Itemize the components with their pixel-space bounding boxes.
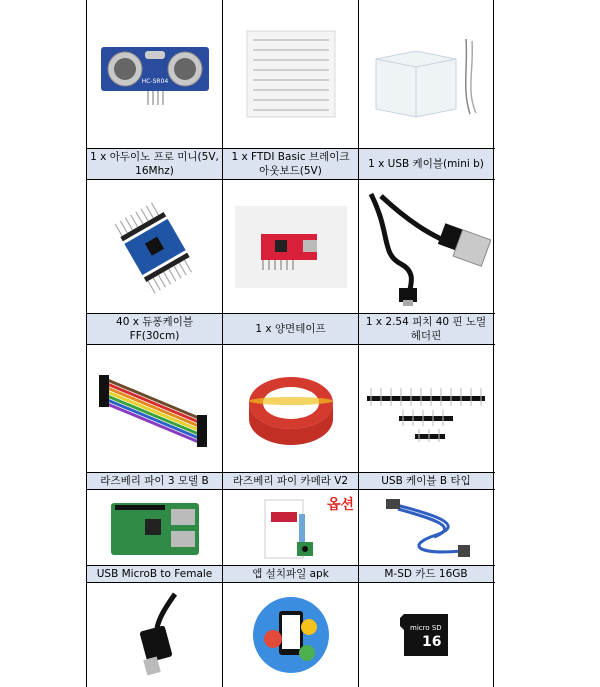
usb-mini-cable-image <box>359 180 494 313</box>
raspberry-pi-image <box>87 490 223 565</box>
caption-double-sided-tape: 1 x 양면테이프 <box>223 314 359 344</box>
usb-b-cable-image <box>359 490 494 565</box>
pi-camera-image <box>223 490 359 565</box>
caption-row-4 <box>87 566 495 583</box>
image-row-5 <box>87 583 495 687</box>
image-row-1 <box>87 0 495 149</box>
caption-arduino-pro-mini: 1 x 아두이노 프로 미니(5V, 16Mhz) <box>87 149 223 179</box>
caption-usb-b-cable: USB 케이블 B 타입 <box>359 473 494 489</box>
caption-msd-card: M-SD 카드 16GB <box>359 566 494 582</box>
caption-usb-mini-cable: 1 x USB 케이블(mini b) <box>359 149 494 179</box>
caption-app-apk: 앱 설치파일 apk <box>223 566 359 582</box>
sd-capacity-text: 16 <box>422 634 442 650</box>
caption-ftdi-basic: 1 x FTDI Basic 브레이크 아웃보드(5V) <box>223 149 359 179</box>
arduino-pro-mini-image <box>87 180 223 313</box>
parts-table <box>86 0 495 687</box>
caption-dupont-cable: 40 x 듀퐁케이블 FF(30cm) <box>87 314 223 344</box>
sd-brand-text: micro SD <box>410 624 442 632</box>
caption-usb-microb-female: USB MicroB to Female <box>87 566 223 582</box>
ftdi-board-image <box>223 180 359 313</box>
breadboard-image <box>223 0 359 148</box>
ultrasonic-sensor-image <box>87 0 223 148</box>
caption-raspberry-pi-3b: 라즈베리 파이 3 모델 B <box>87 473 223 489</box>
header-pins-image <box>359 345 494 472</box>
caption-row-3 <box>87 473 495 490</box>
image-row-3 <box>87 345 495 473</box>
caption-pi-camera-v2: 라즈베리 파이 카메라 V2 <box>223 473 359 489</box>
double-sided-tape-image <box>223 345 359 472</box>
usb-microb-female-image <box>87 583 223 687</box>
image-row-2 <box>87 180 495 314</box>
image-row-4 <box>87 490 495 566</box>
option-label: 옵션 <box>326 497 354 513</box>
sd-card-image <box>359 583 494 687</box>
caption-header-pins: 1 x 2.54 피치 40 핀 노멀 헤더핀 <box>359 314 494 344</box>
sensor-label: HC-SR04 <box>141 78 168 85</box>
app-apk-image <box>223 583 359 687</box>
caption-row-1 <box>87 149 495 180</box>
case-image <box>359 0 494 148</box>
dupont-cable-image <box>87 345 223 472</box>
caption-row-2 <box>87 314 495 345</box>
